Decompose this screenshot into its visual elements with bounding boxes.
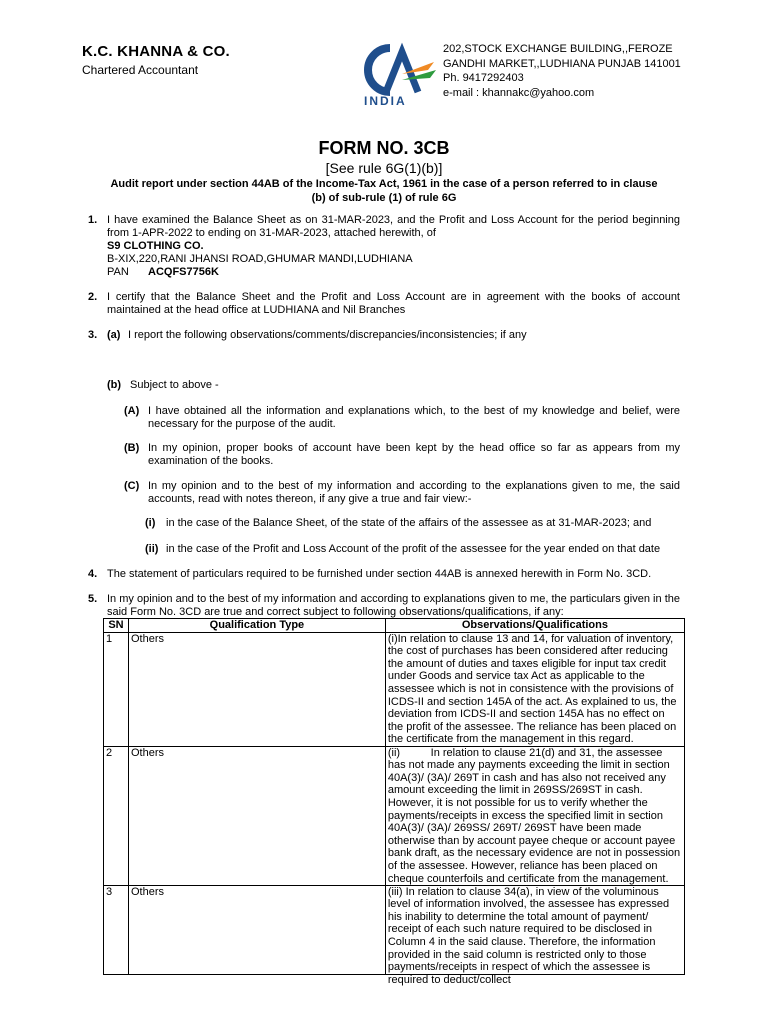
para4-text: The statement of particulars required to be furnished under section 44AB is annexed herewith in Form No. 3CD. <box>107 568 652 580</box>
header-observations: Observations/Qualifications <box>385 619 684 633</box>
row-observation <box>385 632 684 746</box>
para3-number: 3. <box>88 329 98 341</box>
logo-india-text: INDIA <box>364 94 407 108</box>
para3-A-label: (A) <box>124 405 140 417</box>
form-description: Audit report under section 44AB of the Income-Tax Act, 1961 in the case of a person referred to in clause (b) of sub-rule (1) of rule 6G <box>110 178 658 204</box>
para3-b-label: (b) <box>107 379 122 391</box>
form-rule: [See rule 6G(1)(b)] <box>325 160 443 176</box>
table-row <box>104 632 685 746</box>
table-row <box>104 746 685 885</box>
para5-number: 5. <box>88 593 98 605</box>
entity-name: S9 CLOTHING CO. <box>107 240 204 252</box>
pan-label: PAN <box>107 266 129 278</box>
ca-india-logo <box>356 40 440 108</box>
firm-subtitle: Chartered Accountant <box>82 63 199 77</box>
para3-C-label: (C) <box>124 480 140 492</box>
row-type: Others <box>128 885 385 974</box>
para2-number: 2. <box>88 291 98 303</box>
header-qualification-type: Qualification Type <box>128 619 385 633</box>
para3-ii-text: in the case of the Profit and Loss Account of the profit of the assessee for the year ended on that date <box>166 543 661 555</box>
table-header-row <box>104 619 685 633</box>
row-type: Others <box>128 746 385 885</box>
row-sn: 2 <box>104 746 129 885</box>
address-line-2: GANDHI MARKET,,LUDHIANA PUNJAB 141001 <box>443 57 681 70</box>
para3-B-text: In my opinion, proper books of account have been kept by the head office so far as appears from my examination of the books. <box>148 442 680 467</box>
entity-address: B-XIX,220,RANI JHANSI ROAD,GHUMAR MANDI,LUDHIANA <box>107 253 413 265</box>
row-observation-text: (iii) In relation to clause 34(a), in view of the voluminous level of information involved, the assessee has expressed his inability to determine the total amount of payment/ receipt of each such nature required to be disclosed in Column 4 in the said clause. Therefore, the information provided in the said column is restricted only to those payments/receipts in respect of which the assessee is required to deduct/collect <box>387 885 670 986</box>
para5-text: In my opinion and to the best of my information and according to explanations given to me, the particulars given in the said Form No. 3CD are true and correct subject to following observations/qualifications, if any: <box>107 593 680 618</box>
qualifications-table <box>103 618 685 986</box>
para3-ii-label: (ii) <box>145 543 159 555</box>
row-sn: 3 <box>104 885 129 974</box>
row-observation <box>385 746 684 885</box>
para2-text: I certify that the Balance Sheet and the Profit and Loss Account are in agreement with the books of account maintained at the head office at LUDHIANA and Nil Branches <box>107 291 680 316</box>
para3-C-text: In my opinion and to the best of my information and according to the explanations given to me, the said accounts, read with notes thereon, if any give a true and fair view:- <box>148 480 680 505</box>
para3-i-text: in the case of the Balance Sheet, of the state of the affairs of the assessee as at 31-MAR-2023; and <box>166 517 652 529</box>
phone: Ph. 9417292403 <box>443 72 524 84</box>
firm-name: K.C. KHANNA & CO. <box>82 43 230 60</box>
para3-a-text: I report the following observations/comments/discrepancies/inconsistencies; if any <box>128 329 527 341</box>
para4-number: 4. <box>88 568 98 580</box>
row-type: Others <box>128 632 385 746</box>
email: e-mail : khannakc@yahoo.com <box>443 86 595 99</box>
para3-A-text: I have obtained all the information and explanations which, to the best of my knowledge and belief, were necessary for the purpose of the audit. <box>148 405 680 430</box>
para3-i-label: (i) <box>145 517 156 529</box>
header-sn: SN <box>104 619 129 633</box>
para3-B-label: (B) <box>124 442 140 454</box>
row-observation-text: (i)In relation to clause 13 and 14, for valuation of inventory, the cost of purchases has been considered after reducing the amount of duties and taxes eligible for input tax credit under Goods and service tax Act as applicable to the assessee which is not in consistence with the provisions of ICDS-II and section 145A of the act. As explained to us, the deviation from ICDS-II and section 145A has no effect on the profit of the assessee. The reliance has been placed on the certificate from the management in this regard. <box>387 632 677 746</box>
row-observation-text: (ii) In relation to clause 21(d) and 31, the assessee has not made any payments exceeding the limit in section 40A(3)/ (3A)/ 269T in cash and has also not received any amount exceeding the limit in 269SS/269ST in cash. However, it is not possible for us to verify whether the payments/receipts in excess the specified limit in section 40A(3)/ (3A)/ 269SS/ 269T/ 269ST have been made otherwise than by account payee cheque or account payee bank draft, as the necessary evidence are not in possession of the assessee. However, reliance has been placed on cheque counterfoils and certificate from the management. <box>387 746 684 885</box>
row-observation <box>385 885 684 986</box>
para3-a-label: (a) <box>107 329 121 341</box>
para1-text: I have examined the Balance Sheet as on 31-MAR-2023, and the Profit and Loss Account for the period beginning from 1-APR-2022 to ending on 31-MAR-2023, attached herewith, of <box>107 214 680 239</box>
address-line-1: 202,STOCK EXCHANGE BUILDING,,FEROZE <box>443 43 673 55</box>
pan-value: ACQFS7756K <box>148 266 219 278</box>
table-row <box>104 885 685 974</box>
para3-b-text: Subject to above - <box>130 379 219 391</box>
row-sn: 1 <box>104 632 129 746</box>
para1-number: 1. <box>88 214 98 226</box>
form-title: FORM NO. 3CB <box>318 138 450 158</box>
firm-address-block <box>443 42 743 100</box>
